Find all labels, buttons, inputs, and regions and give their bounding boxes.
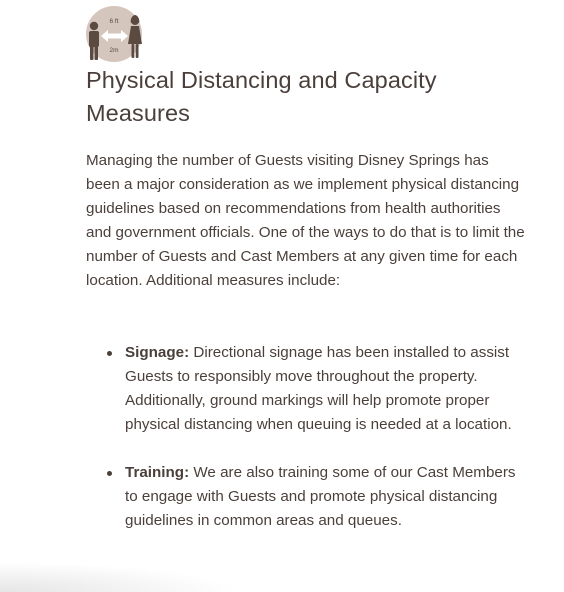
measure-text: We are also training some of our Cast Members to engage with Guests and promote physical distancing guidelines in common areas and queues. xyxy=(125,464,516,529)
measures-list xyxy=(86,341,526,557)
bullet-icon xyxy=(107,471,112,476)
measure-label: Training: xyxy=(125,464,190,481)
physical-distancing-icon xyxy=(84,4,154,64)
bullet-icon xyxy=(107,351,112,356)
page-title: Physical Distancing and Capacity Measures xyxy=(86,67,437,126)
measure-text: Directional signage has been installed to assist Guests to responsibly move throughout the property. Additionally, ground markings will help promote proper physical distancing when queuing is needed at a location. xyxy=(125,344,512,433)
intro-paragraph: Managing the number of Guests visiting Disney Springs has been a major consideration as we implement physical distancing guidelines based on recommendations from health authorities and government officials. One of the ways to do that is to limit the number of Guests and Cast Members at any given time for each location. Additional measures include: xyxy=(86,152,525,289)
measure-label: Signage: xyxy=(125,344,190,361)
distance-metric-label: 2m xyxy=(109,47,119,54)
list-item-training xyxy=(86,461,526,533)
distance-imperial-label: 6 ft xyxy=(109,18,119,25)
list-item-signage xyxy=(86,341,526,437)
bottom-shadow xyxy=(0,562,240,592)
